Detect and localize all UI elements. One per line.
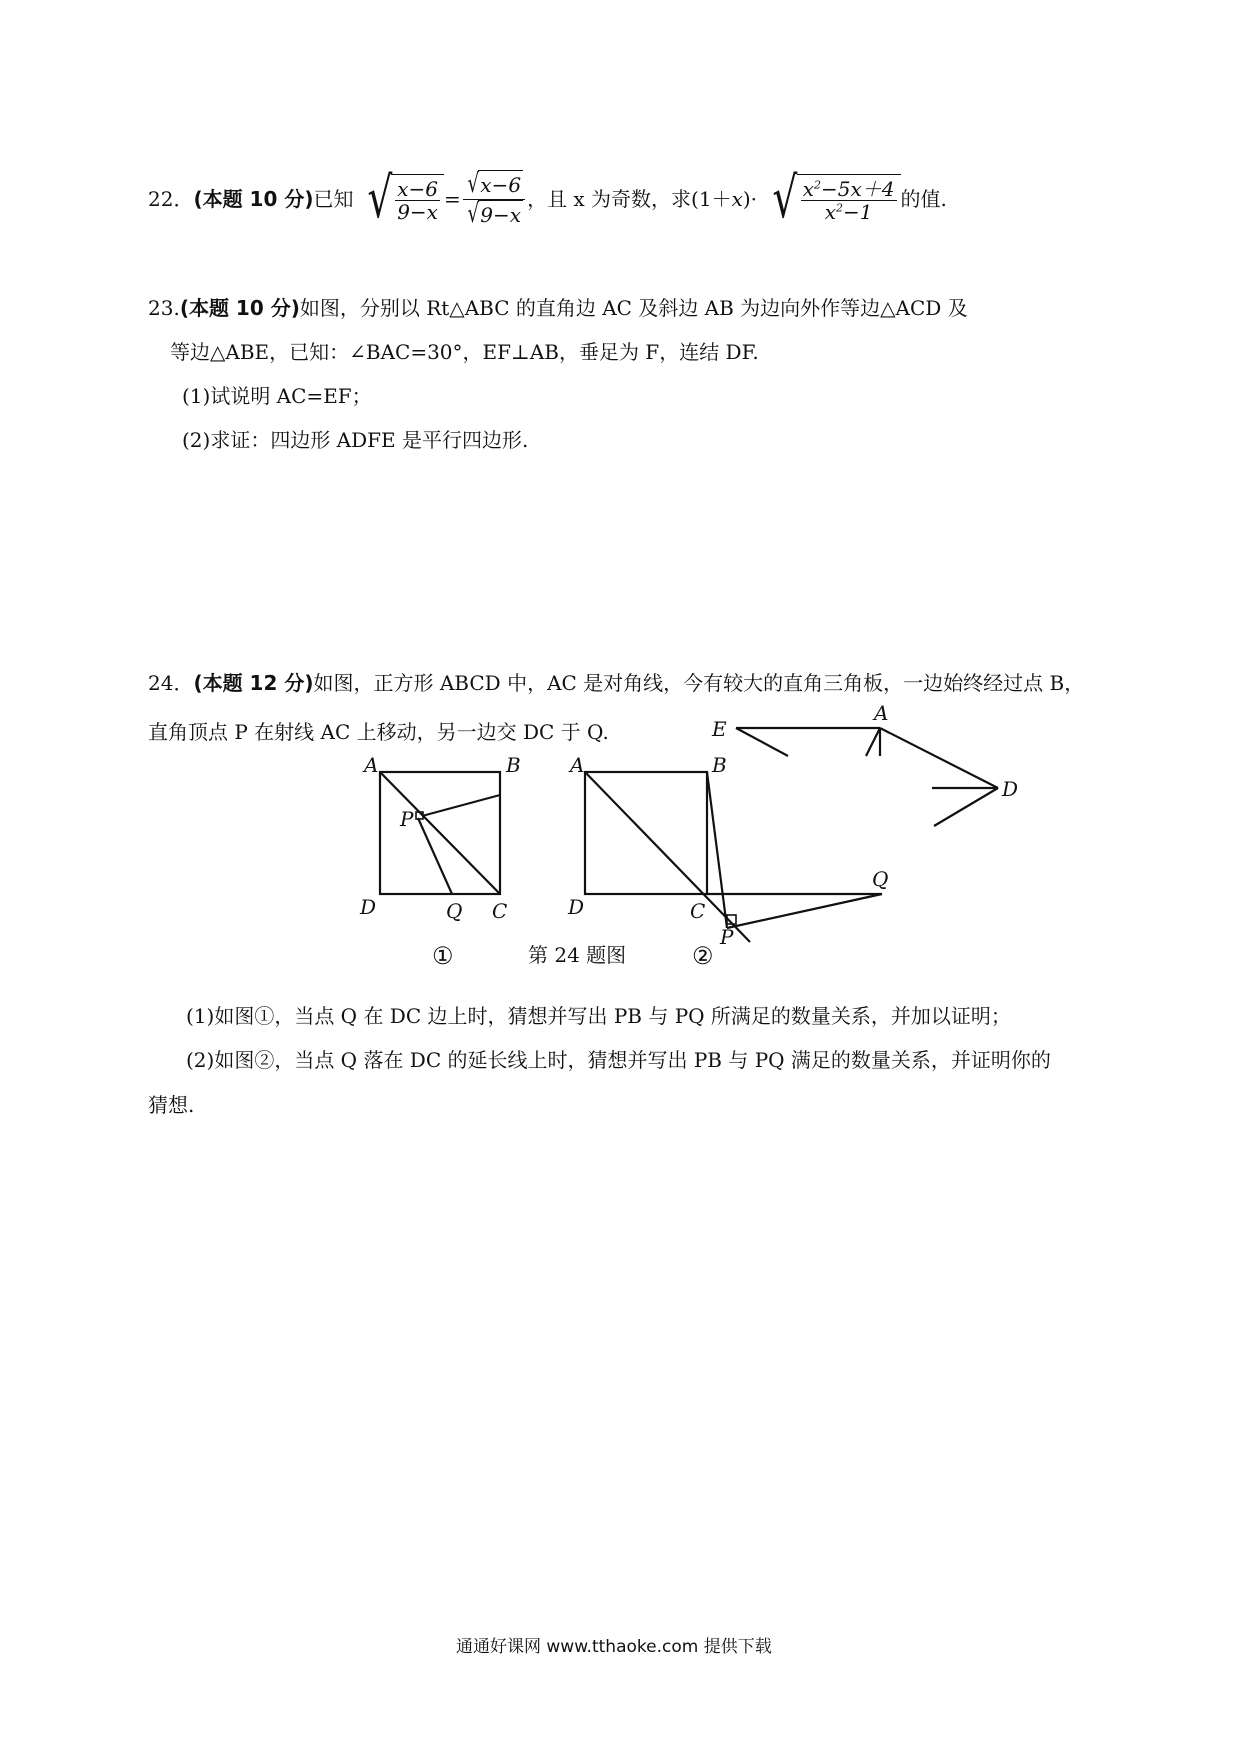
segment-d-lower xyxy=(934,788,998,826)
question-23-line-1 xyxy=(148,296,968,320)
label-d-right: D xyxy=(1002,777,1019,801)
q23-number: 23. xyxy=(148,296,180,320)
q22-fraction-3: $\frac{x^2-5x+4}{x^2-1}$ xyxy=(802,176,895,224)
question-22 xyxy=(148,165,947,231)
fig1-label-c: C xyxy=(492,899,508,923)
q22-equals: = xyxy=(443,187,461,212)
figure-caption: 第 24 题图 xyxy=(528,943,627,967)
fig1-label-b: B xyxy=(506,753,521,777)
fig2-label-a: A xyxy=(570,753,585,777)
fig2-right-angle-marker xyxy=(727,915,736,924)
fig1-segment-pb xyxy=(422,795,500,816)
question-23-part-2: (2)求证：四边形 ADFE 是平行四边形. xyxy=(182,428,529,452)
question-24-part-2: (2)如图②，当点 Q 落在 DC 的延长线上时，猜想并写出 PB 与 PQ 满足的数量关系，并证明你的 xyxy=(186,1048,1051,1072)
fig1-tag: ① xyxy=(432,942,454,970)
tick-e-1 xyxy=(736,728,788,756)
q22-fraction-1: $\frac{x-6}{9-x}$ xyxy=(397,176,438,224)
fig1-square xyxy=(380,772,500,894)
q22-tail: 的值. xyxy=(900,187,947,212)
fig2-segment-pq xyxy=(727,894,882,928)
question-24-line-1 xyxy=(148,671,1084,695)
fig2-diagonal-ac xyxy=(585,772,750,942)
q22-mid-text-2: )· xyxy=(742,187,758,212)
radical-sign-icon: √ xyxy=(467,198,479,229)
question-24-part-2-continued: 猜想. xyxy=(148,1093,195,1117)
fig2-label-p: P xyxy=(720,925,734,949)
q22-number: 22． xyxy=(148,187,194,212)
question-23-part-1: (1)试说明 AC=EF； xyxy=(182,384,372,408)
q24-number: 24． xyxy=(148,671,194,695)
radical-sign-icon: √ xyxy=(467,169,479,199)
fig2-segment-bp xyxy=(707,772,727,928)
q23-text-1: 如图，分别以 Rt△ABC 的直角边 AC 及斜边 AB 为边向外作等边△ACD 及 xyxy=(299,296,968,320)
q22-mid-text: ，且 x 为奇数，求(1＋ xyxy=(527,187,732,212)
fig2-label-c: C xyxy=(690,899,706,923)
fig1-label-a: A xyxy=(364,753,379,777)
radical-sign-icon: √ xyxy=(772,165,798,231)
fig1-segment-pq xyxy=(418,818,452,894)
q22-x: x xyxy=(731,187,743,212)
q22-fraction-2: √ x−6 √ 9−x xyxy=(463,170,525,228)
question-24-line-2: 直角顶点 P 在射线 AC 上移动，另一边交 DC 于 Q. xyxy=(148,720,609,744)
q24-score: (本题 12 分) xyxy=(193,671,314,695)
segment-ad xyxy=(880,728,998,788)
q22-sqrt-1 xyxy=(362,165,444,231)
fig1-diagonal-ac xyxy=(380,772,500,894)
q22-sqrt-3 xyxy=(767,165,900,231)
fig2-label-b: B xyxy=(712,753,727,777)
label-e: E xyxy=(712,717,727,741)
footer-download-note: 通通好课网 www.tthaoke.com 提供下载 xyxy=(456,1637,772,1657)
fig2-label-d: D xyxy=(568,895,585,919)
fig2-label-q: Q xyxy=(872,867,889,891)
fig2-square xyxy=(585,772,707,894)
fig1-label-p: P xyxy=(400,807,414,831)
fig1-label-q: Q xyxy=(446,899,463,923)
q24-text-1: 如图，正方形 ABCD 中，AC 是对角线，今有较大的直角三角板，一边始终经过点 B， xyxy=(313,671,1085,695)
fig2-tag: ② xyxy=(692,942,714,970)
fig1-label-d: D xyxy=(360,895,377,919)
question-23-line-2: 等边△ABE，已知：∠BAC=30°，EF⊥AB，垂足为 F，连结 DF. xyxy=(170,340,759,364)
q22-known: 已知 xyxy=(313,187,354,212)
q22-score: (本题 10 分) xyxy=(193,187,314,212)
question-24-part-1: (1)如图①，当点 Q 在 DC 边上时，猜想并写出 PB 与 PQ 所满足的数量关系，并加以证明； xyxy=(186,1004,1011,1028)
fig1-right-angle-marker xyxy=(416,812,423,819)
q23-score: (本题 10 分) xyxy=(179,296,300,320)
tick-a-1 xyxy=(866,728,880,756)
radical-sign-icon: √ xyxy=(366,165,392,231)
label-a-top: A xyxy=(874,701,889,725)
